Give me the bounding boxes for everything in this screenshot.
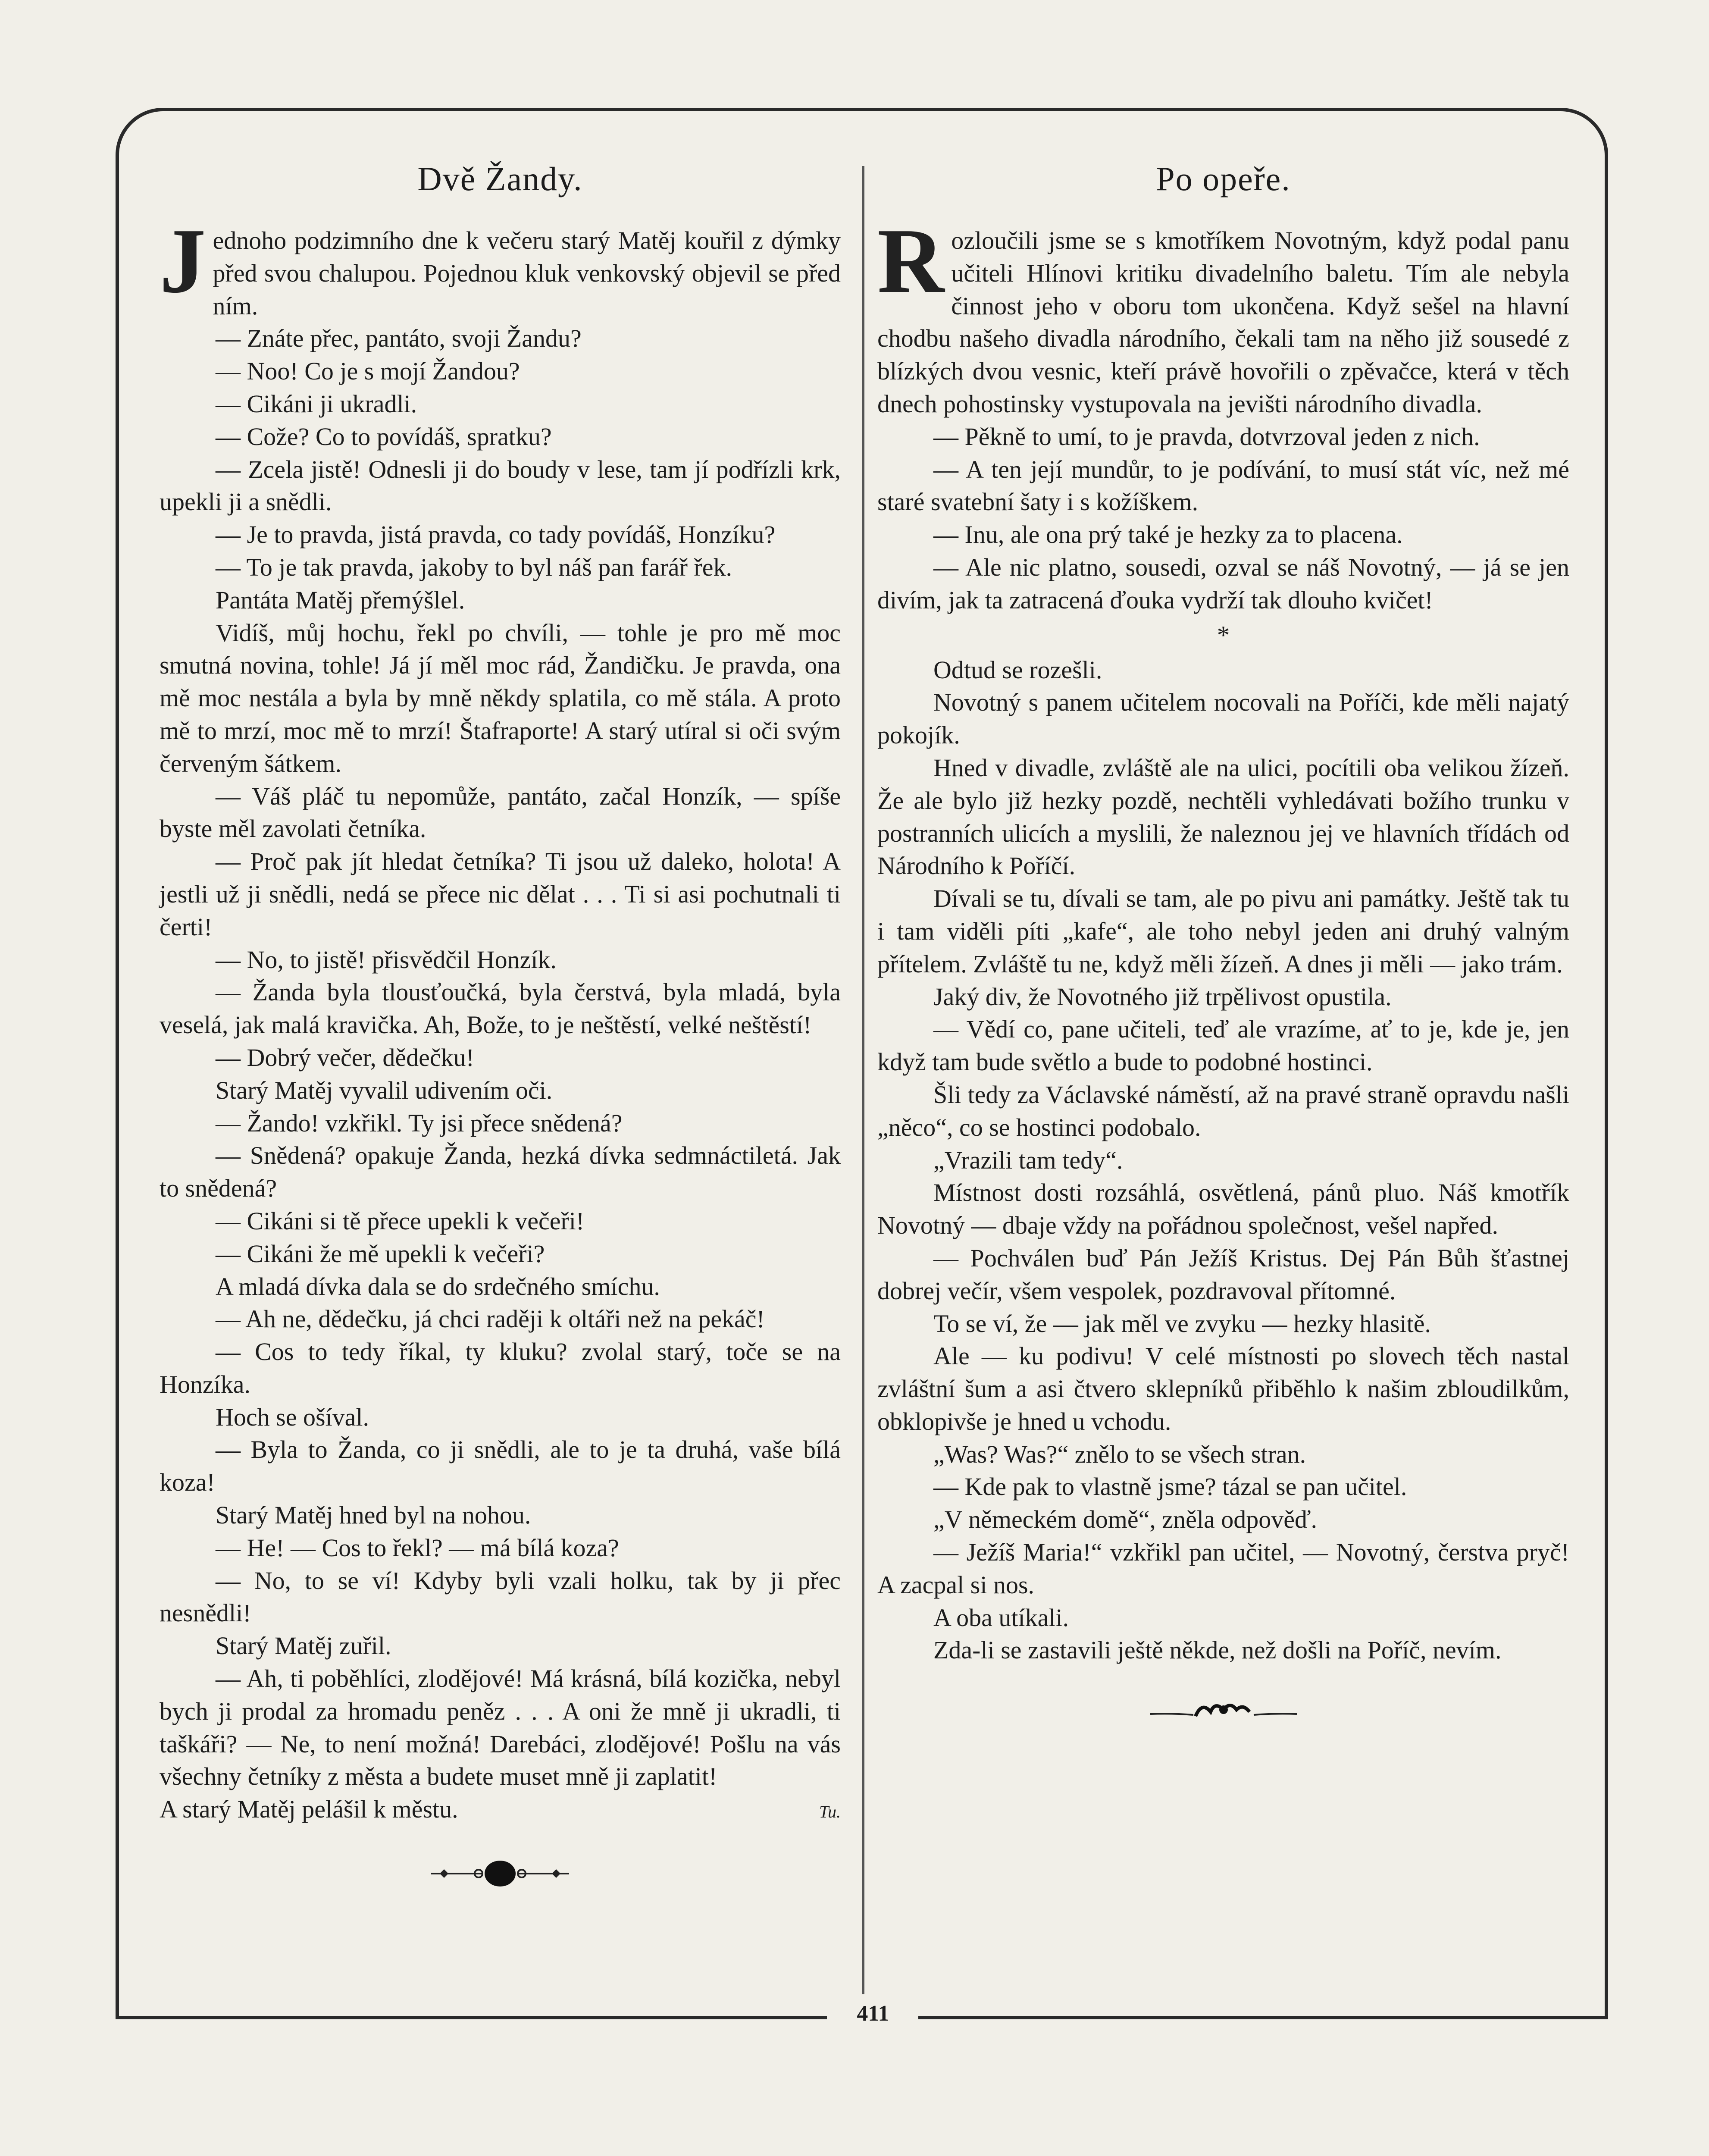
paragraph: — Proč pak jít hledat četníka? Ti jsou už daleko, holota! A jestli už ji snědli, nedá se přece nic dělat . . . Ti si asi pochutnali ti čerti!: [160, 847, 841, 941]
paragraph: A oba utíkali.: [933, 1603, 1069, 1632]
right-dropcap: R: [877, 209, 945, 312]
paragraph: — Cos to tedy říkal, ty kluku? zvolal starý, toče se na Honzíka.: [160, 1338, 841, 1398]
ornament-divider-left: [427, 1858, 573, 1889]
ornament-divider-right: [1146, 1697, 1301, 1727]
left-article: [160, 160, 841, 1889]
paragraph: — He! — Cos to řekl? — má bílá koza?: [216, 1533, 619, 1562]
paragraph: A mladá dívka dala se do srdečného smíchu.: [216, 1272, 660, 1300]
paragraph: Šli tedy za Václavské náměstí, až na pravé straně opravdu našli „něco“, co se hostinci podobalo.: [877, 1080, 1569, 1141]
paragraph: — Znáte přec, pantáto, svoji Žandu?: [216, 324, 582, 353]
paragraph: Místnost dosti rozsáhlá, osvětlená, pánů pluo. Náš kmotřík Novotný — dbaje vždy na pořádnou společnost, vešel napřed.: [877, 1178, 1569, 1240]
paragraph: — Vědí co, pane učiteli, teď ale vrazíme, ať to je, kde je, jen když tam bude světlo a bude to podobné hostinci.: [877, 1015, 1569, 1076]
paragraph: Starý Matěj hned byl na nohou.: [216, 1501, 531, 1529]
paragraph: Ale — ku podivu! V celé místnosti po slovech těch nastal zvláštní šum a asi čtvero sklepníků přiběhlo k našim zbloudilkům, obklopivše je hned u vchodu.: [877, 1342, 1569, 1435]
paragraph: — Cikáni si tě přece upekli k večeři!: [216, 1206, 585, 1235]
page-number: 411: [857, 2001, 889, 2026]
paragraph: — Pěkně to umí, to je pravda, dotvrzoval jeden z nich.: [933, 422, 1480, 451]
paragraph: Dívali se tu, dívali se tam, ale po pivu ani památky. Ještě tak tu i tam viděli píti „kafe“, ale toho nebyl jeden ani druhý valným přítelem. Zvláště tu ne, když měli žízeň. A dnes ji měli — jako trám.: [877, 884, 1569, 978]
right-article-title: Po opeře.: [1156, 160, 1291, 197]
paragraph: — Snědená? opakuje Žanda, hezká dívka sedmnáctiletá. Jak to snědená?: [160, 1141, 841, 1203]
paragraph: — Cože? Co to povídáš, spratku?: [216, 422, 552, 451]
author-signature: Tu.: [819, 1802, 841, 1822]
paragraph: — Noo! Co je s mojí Žandou?: [216, 357, 520, 385]
paragraph: — No, to jistě! přisvědčil Honzík.: [216, 945, 557, 974]
frame-bottom-rule-left: [116, 2016, 827, 2019]
paragraph: — A ten její mundůr, to je podívání, to musí stát víc, než mé staré svatební šaty i s kožíškem.: [877, 455, 1569, 516]
paragraph: — Žanda byla tlousťoučká, byla čerstvá, byla mladá, byla veselá, jak malá kravička. Ah, Bože, to je neštěstí, velké neštěstí!: [160, 978, 841, 1039]
paragraph: — Cikáni že mě upekli k večeři?: [216, 1239, 545, 1268]
paragraph: — Cikáni ji ukradli.: [216, 389, 417, 418]
left-article-title: Dvě Žandy.: [417, 160, 583, 197]
left-dropcap: J: [160, 209, 206, 312]
paragraph: — Byla to Žanda, co ji snědli, ale to je ta druhá, vaše bílá koza!: [160, 1435, 841, 1497]
paragraph: — Dobrý večer, dědečku!: [216, 1043, 474, 1072]
paragraph: Pantáta Matěj přemýšlel.: [216, 586, 465, 614]
paragraph: Hned v divadle, zvláště ale na ulici, pocítili oba velikou žízeň. Že ale bylo již hezky pozdě, nechtěli vyhledávati božího trunku v postranních ulicích a myslili, že naleznou jej ve hlavních třídách od Národního k Poříčí.: [877, 753, 1569, 880]
paragraph: „Was? Was?“ znělo to se všech stran.: [933, 1440, 1306, 1468]
paragraph: — Ah ne, dědečku, já chci raději k oltáři než na pekáč!: [216, 1305, 765, 1333]
paragraph: — To je tak pravda, jakoby to byl náš pan farář řek.: [216, 553, 732, 581]
paragraph: Zda-li se zastavili ještě někde, než došli na Poříč, nevím.: [933, 1636, 1502, 1664]
section-separator-star: *: [1217, 620, 1230, 649]
paragraph: „Vrazili tam tedy“.: [933, 1146, 1123, 1174]
paragraph: — Váš pláč tu nepomůže, pantáto, začal Honzík, — spíše byste měl zavolati četníka.: [160, 782, 841, 843]
paragraph: — Ježíš Maria!“ vzkřikl pan učitel, — Novotný, čerstva pryč! A zacpal si nos.: [877, 1538, 1569, 1599]
paragraph: Vidíš, můj hochu, řekl po chvíli, — tohle je pro mě moc smutná novina, tohle! Já jí měl moc rád, Žandičku. Je pravda, ona mě moc nestála a byla by mně někdy splatila, co mě stála. A proto mě to mrzí, moc mě to mrzí! Štafraporte! A starý utíral si oči svým červeným šátkem.: [160, 618, 841, 777]
paragraph: Starý Matěj vyvalil udivením oči.: [216, 1076, 553, 1104]
paragraph: — Ah, ti poběhlíci, zlodějové! Má krásná, bílá kozička, nebyl bych ji prodal za hromadu peněz . . . A oni že mně ji ukradli, ti taškáři? — Ne, to není možná! Darebáci, zlodějové! Pošlu na vás všechny četníky z města a budete muset mně ji zaplatit!: [160, 1664, 841, 1791]
paragraph: Jaký div, že Novotného již trpělivost opustila.: [933, 982, 1392, 1011]
left-article-first-paragraph: Jednoho podzimního dne k večeru starý Matěj kouřil z dýmky před svou chalupou. Pojednou kluk venkovský objevil se před ním.: [160, 209, 841, 320]
paragraph: Odtud se rozešli.: [933, 655, 1102, 684]
paragraph: — No, to se ví! Kdyby byli vzali holku, tak by ji přec nesnědli!: [160, 1566, 841, 1627]
right-article: [877, 160, 1569, 1727]
closing-sentence: A starý Matěj pelášil k městu.: [160, 1795, 458, 1824]
paragraph: — Žando! vzkřikl. Ty jsi přece snědená?: [216, 1109, 623, 1137]
paragraph: Hoch se ošíval.: [216, 1403, 369, 1431]
right-article-first-paragraph: Rozloučili jsme se s kmotříkem Novotným, když podal panu učiteli Hlínovi kritiku divadelního baletu. Tím ale nebyla činnost jeho v oboru tom ukončena. Když sešel na hlavní chodbu našeho divadla národního, čekali tam na něho již sousedé z blízkých dvou vesnic, kteří právě hovořili o zpěvačce, která v těch dnech pohostinsky vystupovala na jevišti národního divadla.: [877, 209, 1569, 418]
paragraph: Novotný s panem učitelem nocovali na Poříči, kde měli najatý pokojík.: [877, 688, 1569, 749]
closing-line: [160, 1793, 841, 1828]
paragraph: — Kde pak to vlastně jsme? tázal se pan učitel.: [933, 1473, 1407, 1501]
paragraph: „V německém domě“, zněla odpověď.: [933, 1505, 1317, 1534]
paragraph: — Je to pravda, jistá pravda, co tady povídáš, Honzíku?: [216, 520, 776, 549]
paragraph: — Ale nic platno, sousedi, ozval se náš Novotný, — já se jen divím, jak ta zatracená ďouka vydrží tak dlouho kvičet!: [877, 553, 1569, 614]
paragraph: To se ví, že — jak měl ve zvyku — hezky hlasitě.: [933, 1309, 1431, 1338]
paragraph: — Pochválen buď Pán Ježíš Kristus. Dej Pán Bůh šťastnej dobrej večír, všem vespolek, pozdravoval přítomné.: [877, 1244, 1569, 1305]
frame-bottom-rule-right: [918, 2016, 1608, 2019]
paragraph: Starý Matěj zuřil.: [216, 1632, 391, 1660]
paragraph: — Zcela jistě! Odnesli ji do boudy v lese, tam jí podřízli krk, upekli ji a snědli.: [160, 455, 841, 516]
paragraph: — Inu, ale ona prý také je hezky za to placena.: [933, 520, 1403, 549]
column-divider: [862, 166, 864, 1994]
